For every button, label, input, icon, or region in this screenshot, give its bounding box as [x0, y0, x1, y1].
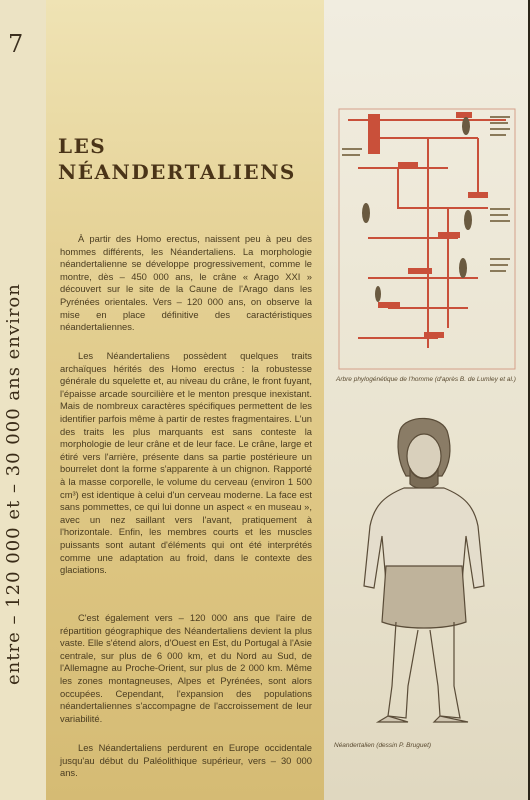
neanderthal-illustration [348, 416, 500, 736]
paragraph-3: C'est également vers – 120 000 ans que l'aire de répartition géographique des Néandertaliens devient la plus vaste. Elle s'étend alors, d'Ouest en Est, du Portugal à l'Asie centrale, sur plus de 6 000 km, et du Nord au Sud, de l'Allemagne au Proche-Orient, sur plus de 2 000 km. Même les zones montagneuses, Alpes et Pyrénées, sont alors occupées. Cependant, l'expansion des populations néandertaliennes s'accompagne de l'accroissement de leur variabilité. [60, 612, 312, 724]
phylogenetic-tree-diagram [338, 108, 516, 370]
paragraph-2: Les Néandertaliens possèdent quelques traits archaïques hérités des Homo erectus : la robustesse générale du squelette et, au niveau du crâne, le front fuyant, l'épaisse arcade sourcilière et le menton presque inexistant. Mais de nombreux caractères spécifiques permettent de les identifier parfois même à partir de restes fragmentaires. L'un des traits les plus marquants est sans conteste la morphologie de leur crâne et de leur face. Le crâne, large et étiré vers l'arrière, présente dans sa partie postérieure un bourrelet dont la forme s'apparente à un chignon. Rapporté à la masse corporelle, le volume du cerveau (environ 1 500 cm³) est identique à celui d'un cerveau moderne. La face est sans pommettes, ce qui lui donne un aspect « en museau », avec un nez saillant vers l'avant, pratiquement à l'horizontale. Enfin, les membres courts et les muscles puissants sont autant d'éléments qui ont été interprétés comme une adaptation au froid, dans le contexte des glaciations. [60, 350, 312, 576]
paragraph-4: Les Néandertaliens perdurent en Europe occidentale jusqu'au début du Paléolithique supérieur, vers – 30 000 ans. [60, 742, 312, 779]
portrait-caption: Néandertalien (dessin P. Bruguet) [334, 742, 432, 749]
title-line-2: NÉANDERTALIENS [58, 160, 296, 184]
page-title [58, 133, 296, 185]
tree-caption: Arbre phylogénétique de l'homme (d'après B. de Lumley et al.) [336, 376, 516, 383]
panel-number: 7 [8, 30, 24, 58]
paragraph-1: À partir des Homo erectus, naissent peu à peu des hommes différents, les Néandertaliens. La morphologie néandertalienne se développe progressivement, comme le montre, dès – 450 000 ans, le crâne « Arago XXI » découvert sur le site de la Caune de l'Arago dans les Pyrénées orientales. Vers – 120 000 ans, on observe la mise en place définitive des caractéristiques néandertaliennes. [60, 233, 312, 333]
period-label: entre – 120 000 et – 30 000 ans environ [3, 283, 24, 685]
title-line-1: LES [58, 134, 107, 158]
